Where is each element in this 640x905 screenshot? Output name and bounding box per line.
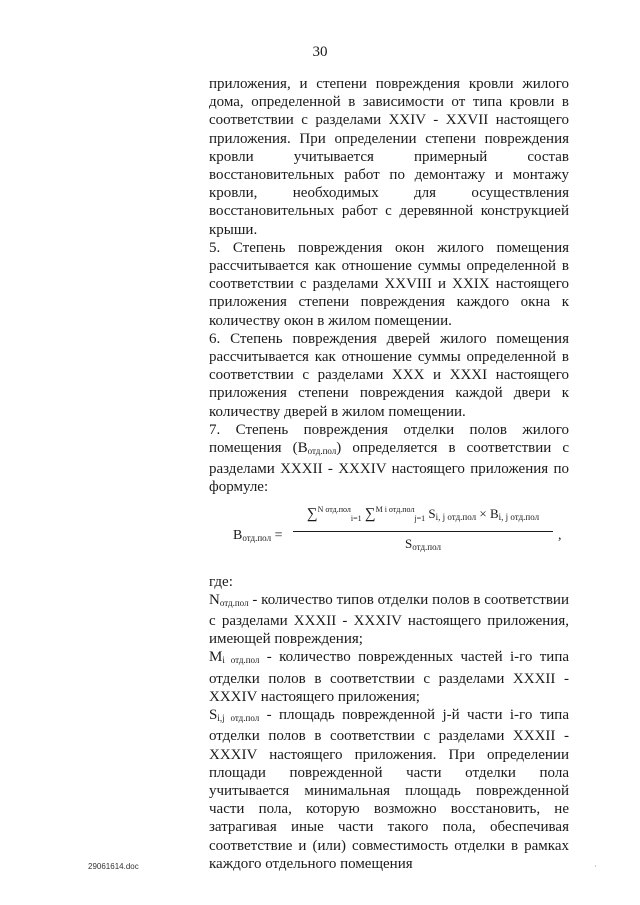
definition-n — [209, 591, 569, 649]
paragraph-floor-text-b: ) определяется в соответствии с разделами XXXII - XXXIV настоящего приложения по формуле: — [209, 440, 569, 496]
definition-m-subscript: i отд.пол — [222, 655, 260, 666]
page-number: 30 — [312, 44, 328, 60]
sum-sign-1: ∑ — [306, 505, 318, 522]
paragraph-floor-subscript: отд.пол — [307, 446, 337, 457]
sum-sign-2: ∑ — [364, 505, 376, 522]
footer-file-code: 29061614.doc — [88, 862, 139, 871]
formula-b-symbol: B — [489, 505, 499, 521]
formula-s-symbol: S — [428, 505, 436, 521]
formula-numerator — [293, 501, 553, 531]
paragraph-roof: приложения, и степени повреждения кровли жилого дома, определенной в зависимости от типа кровли в соответствии с разделами XXIV - XXVII настоящего приложения. При определении степени повреждения кровли учитывается примерный состав восстановительных работ по демонтажу и монтажу кровли, необходимых для осуществления восстановительных работ с деревянной конструкцией крыши. — [209, 76, 569, 238]
paragraph-doors: 6. Степень повреждения дверей жилого помещения рассчитывается как отношение суммы определенной в соответствии с разделами XXX и XXXI настоящего приложения степени повреждения каждой двери к количеству дверей в жилом помещении. — [209, 330, 569, 420]
definition-s — [209, 706, 569, 873]
formula-lhs-symbol: B — [233, 527, 243, 543]
formula-den-symbol: S — [405, 535, 413, 551]
formula-comma: , — [558, 527, 562, 543]
scan-speck: · — [594, 862, 597, 871]
sum-2-lower: j=1 — [414, 513, 426, 523]
formula-equals: = — [271, 527, 283, 543]
definition-m-text: - количество поврежденных частей i-го типа отделки полов в соответствии с разделами XXXII - XXXIV настоящего приложения; — [209, 649, 570, 705]
definition-m — [209, 648, 569, 706]
formula-s-subscript: i, j отд.пол — [435, 511, 477, 522]
definition-s-text: - площадь поврежденной j-й части i-го типа отделки полов в соответствии с разделами XXXII - XXXIV настоящего приложения. При определении площади поврежденной части отделки пола учитывается минимальная площадь поврежденной части пола, которую возможно восстановить, не затрагивая иные части такого пола, обеспечивая соответствие и (или) совместимость отделки в рамках каждого отдельного помещения — [209, 707, 569, 872]
paragraph-floor-finish — [209, 421, 569, 497]
definition-s-subscript: i,j отд.пол — [217, 713, 260, 724]
definition-n-text: - количество типов отделки полов в соответствии с разделами XXXII - XXXIV настоящего приложения, имеющей повреждения; — [209, 591, 569, 648]
sum-1-upper: N отд.пол — [317, 504, 351, 514]
definition-n-symbol: N — [209, 591, 220, 608]
formula-b-subscript: i, j отд.пол — [498, 511, 540, 522]
paragraph-floor-text-a: 7. Степень повреждения отделки полов жилого помещения (B — [209, 421, 569, 457]
definition-m-symbol: M — [209, 649, 223, 666]
document-body — [209, 75, 569, 873]
sum-2-upper: M i отд.пол — [375, 504, 415, 514]
definition-n-subscript: отд.пол — [219, 597, 249, 608]
formula — [209, 499, 569, 565]
sum-1-lower: i=1 — [350, 513, 362, 523]
formula-den-subscript: отд.пол — [412, 541, 441, 552]
formula-denominator — [293, 532, 553, 556]
formula-fraction — [293, 501, 553, 556]
where-label: где: — [209, 573, 233, 590]
paragraph-windows: 5. Степень повреждения окон жилого помещения рассчитывается как отношение суммы определенной в соответствии с разделами XXVIII и XXIX настоящего приложения степени повреждения каждого окна к количеству окон в жилом помещении. — [209, 239, 569, 329]
formula-times: × — [476, 505, 490, 521]
formula-lhs — [233, 527, 282, 547]
definition-s-symbol: S — [209, 707, 218, 724]
formula-lhs-subscript: отд.пол — [242, 532, 272, 543]
